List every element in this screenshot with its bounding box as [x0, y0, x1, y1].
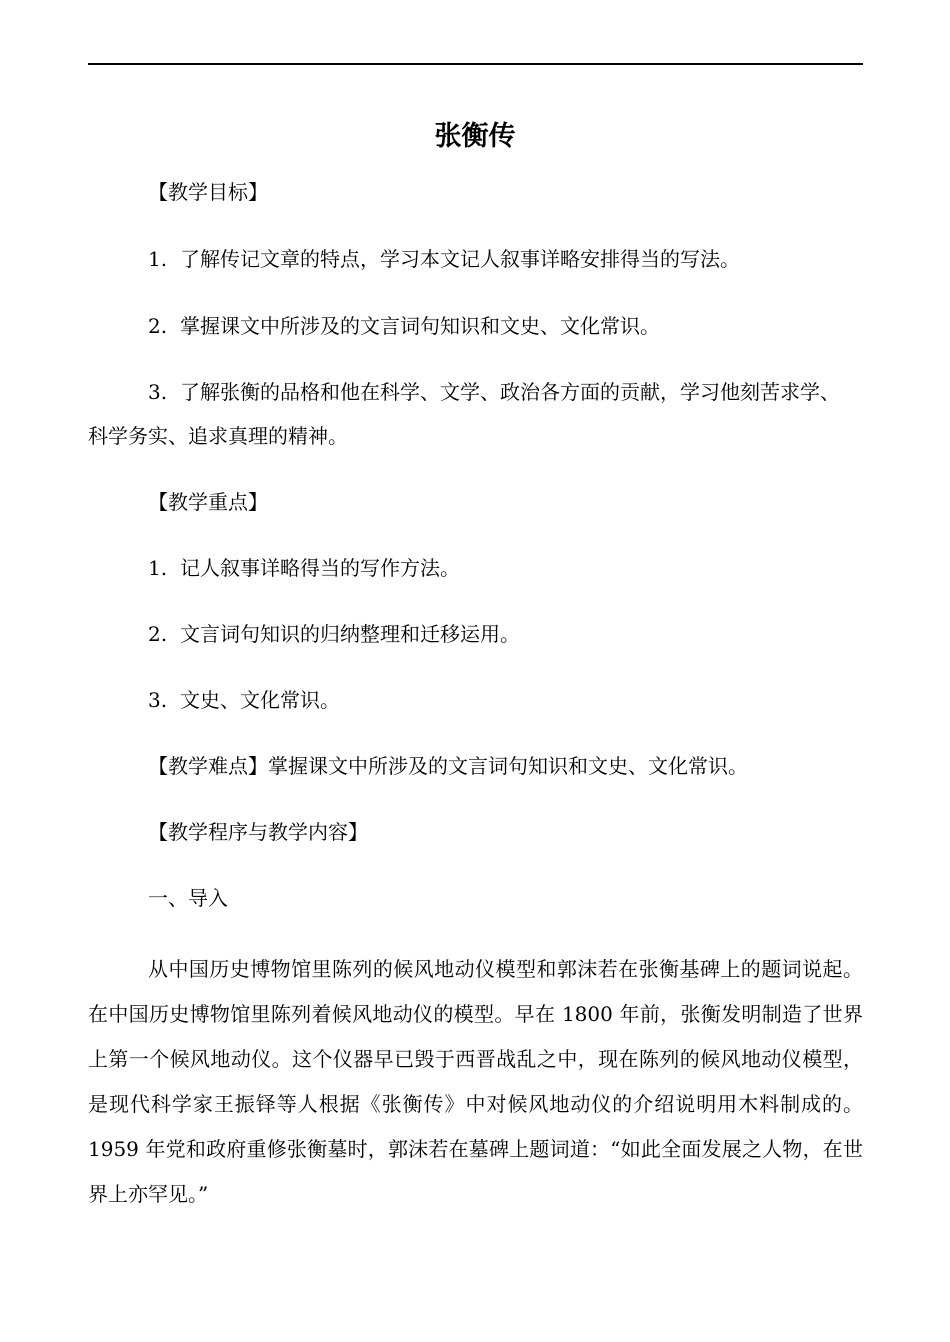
- key-item-3: [148, 683, 938, 717]
- key-text: 文言词句知识的归纳整理和迁移运用。: [180, 622, 520, 646]
- key-number: 2.: [148, 622, 168, 646]
- key-heading: 【教学重点】: [148, 490, 268, 514]
- intro-heading: 一、导入: [148, 886, 228, 910]
- key-item-2: [148, 617, 938, 651]
- goal-number: 2.: [148, 314, 168, 338]
- page-title: 张衡传: [434, 121, 516, 152]
- goal-text: 掌握课文中所涉及的文言词句知识和文史、文化常识。: [180, 314, 660, 338]
- key-number: 3.: [148, 688, 168, 712]
- key-text: 文史、文化常识。: [180, 688, 340, 712]
- goal-item-3: [148, 375, 938, 409]
- header-rule: [88, 63, 863, 65]
- goals-heading: 【教学目标】: [148, 180, 268, 204]
- goal-item-3-continuation: 科学务实、追求真理的精神。: [88, 424, 348, 448]
- goal-number: 1.: [148, 247, 168, 271]
- goal-item-2: [148, 309, 938, 343]
- key-text: 记人叙事详略得当的写作方法。: [180, 556, 460, 580]
- procedure-heading: 【教学程序与教学内容】: [148, 820, 368, 844]
- goal-number: 3.: [148, 380, 168, 404]
- goal-item-1: [148, 242, 938, 276]
- difficulty-line: 【教学难点】掌握课文中所涉及的文言词句知识和文史、文化常识。: [148, 754, 748, 778]
- key-number: 1.: [148, 556, 168, 580]
- goal-text: 了解传记文章的特点，学习本文记人叙事详略安排得当的写法。: [180, 247, 740, 271]
- intro-paragraph: 从中国历史博物馆里陈列的候风地动仪模型和郭沫若在张衡基碑上的题词说起。 在中国历史博物馆里陈列着候风地动仪的模型。早在 1800 年前，张衡发明制造了世界上第一个候风地动仪。这个仪器早已毁于西晋战乱之中，现在陈列的候风地动仪模型，是现代科学家王振铎等人根据《张衡传》中对候风地动仪的介绍说明用木料制成的。 1959 年党和政府重修张衡墓时，郭沫若在墓碑上题词道：“如此全面发展之人物，在世界上亦罕见。”: [88, 957, 863, 1206]
- key-item-1: [148, 551, 938, 585]
- goal-text: 了解张衡的品格和他在科学、文学、政治各方面的贡献，学习他刻苦求学、: [180, 380, 840, 404]
